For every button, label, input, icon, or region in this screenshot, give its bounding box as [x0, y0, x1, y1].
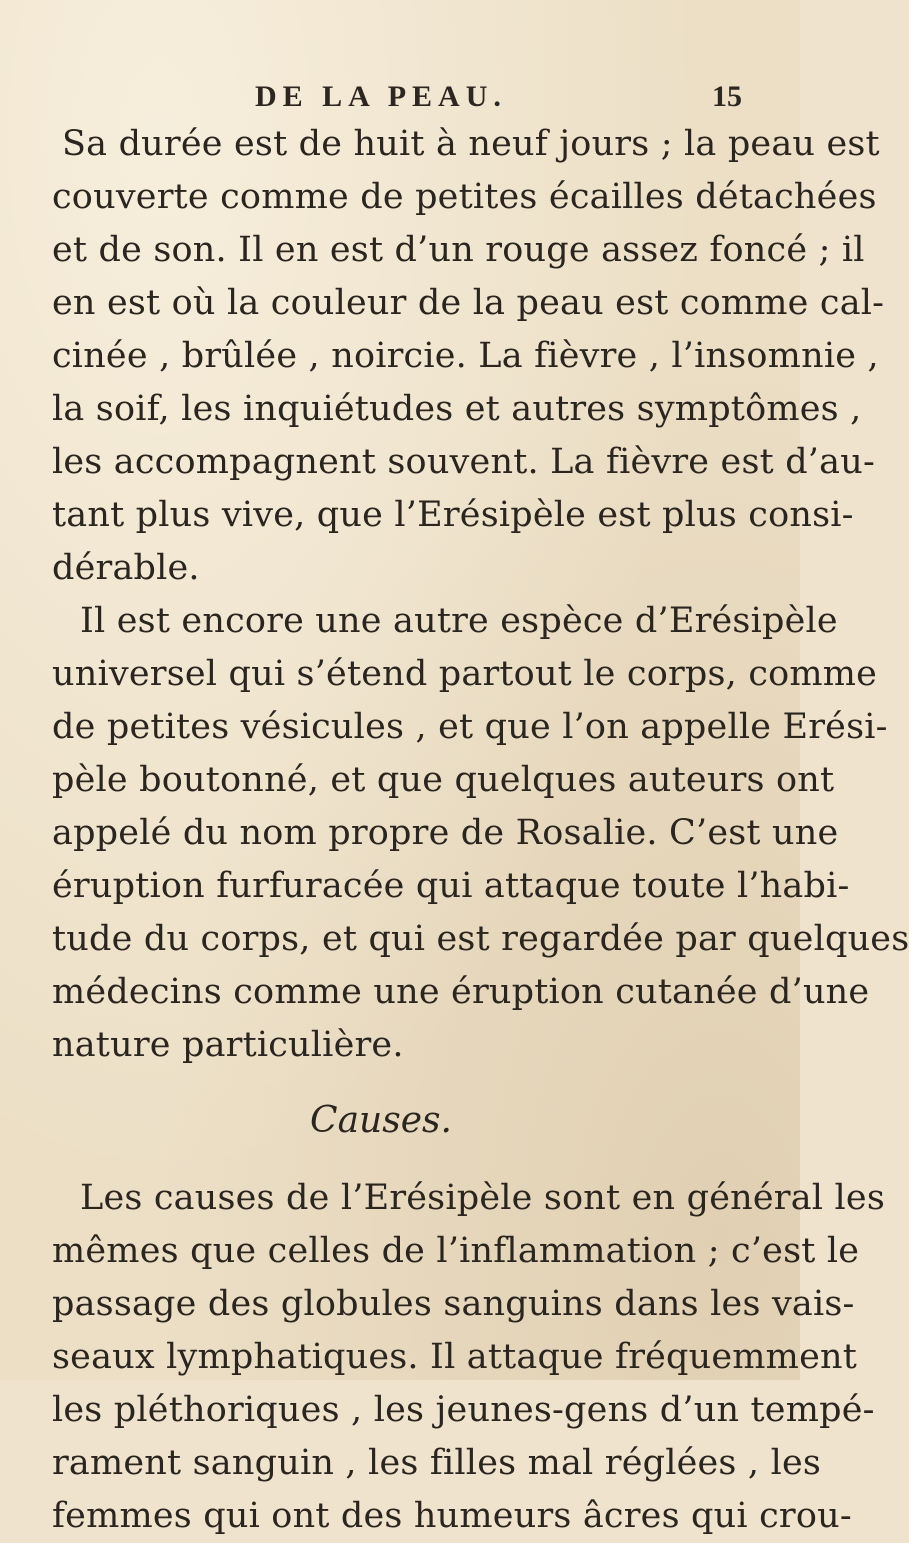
text-line: nature particulière.: [52, 1025, 404, 1065]
text-line: en est où la couleur de la peau est comme cal-: [52, 283, 885, 323]
running-head-title: DE LA PEAU.: [255, 80, 507, 113]
paragraph-duration: [52, 118, 885, 595]
text-line: et de son. Il en est d’un rouge assez foncé ; il: [52, 230, 865, 270]
section-heading: Causes.: [310, 1100, 452, 1141]
running-head: [0, 80, 800, 120]
text-line: appelé du nom propre de Rosalie. C’est une: [52, 813, 839, 853]
text-line: tant plus vive, que l’Erésipèle est plus consi-: [52, 495, 854, 535]
page-number: 15: [712, 80, 742, 113]
text-line: passage des globules sanguins dans les vais-: [52, 1284, 855, 1324]
text-line: dérable.: [52, 548, 200, 588]
text-line: la soif, les inquiétudes et autres symptômes ,: [52, 389, 862, 429]
text-line: de petites vésicules , et que l’on appelle Erési-: [52, 707, 888, 747]
text-line: médecins comme une éruption cutanée d’une: [52, 972, 870, 1012]
body-text: [52, 118, 909, 1543]
text-line: mêmes que celles de l’inflammation ; c’est le: [52, 1231, 860, 1271]
text-line: couverte comme de petites écailles détachées: [52, 177, 877, 217]
text-line: Les causes de l’Erésipèle sont en général les: [80, 1178, 885, 1218]
text-line: tude du corps, et qui est regardée par quelques: [52, 919, 909, 959]
text-line: femmes qui ont des humeurs âcres qui crou-: [52, 1496, 852, 1536]
text-line: rament sanguin , les filles mal réglées , les: [52, 1443, 822, 1483]
paragraph-causes: [52, 1172, 885, 1543]
text-line: Il est encore une autre espèce d’Erésipèle: [80, 601, 838, 641]
text-line: Sa durée est de huit à neuf jours ; la peau est: [62, 124, 880, 164]
text-line: les pléthoriques , les jeunes-gens d’un tempé-: [52, 1390, 875, 1430]
text-line: cinée , brûlée , noircie. La fièvre , l’insomnie ,: [52, 336, 879, 376]
paragraph-rosalie: [52, 595, 909, 1072]
text-line: éruption furfuracée qui attaque toute l’habi-: [52, 866, 850, 906]
text-line: pèle boutonné, et que quelques auteurs ont: [52, 760, 835, 800]
text-line: les accompagnent souvent. La fièvre est d’au-: [52, 442, 875, 482]
text-line: universel qui s’étend partout le corps, comme: [52, 654, 878, 694]
text-line: seaux lymphatiques. Il attaque fréquemment: [52, 1337, 857, 1377]
